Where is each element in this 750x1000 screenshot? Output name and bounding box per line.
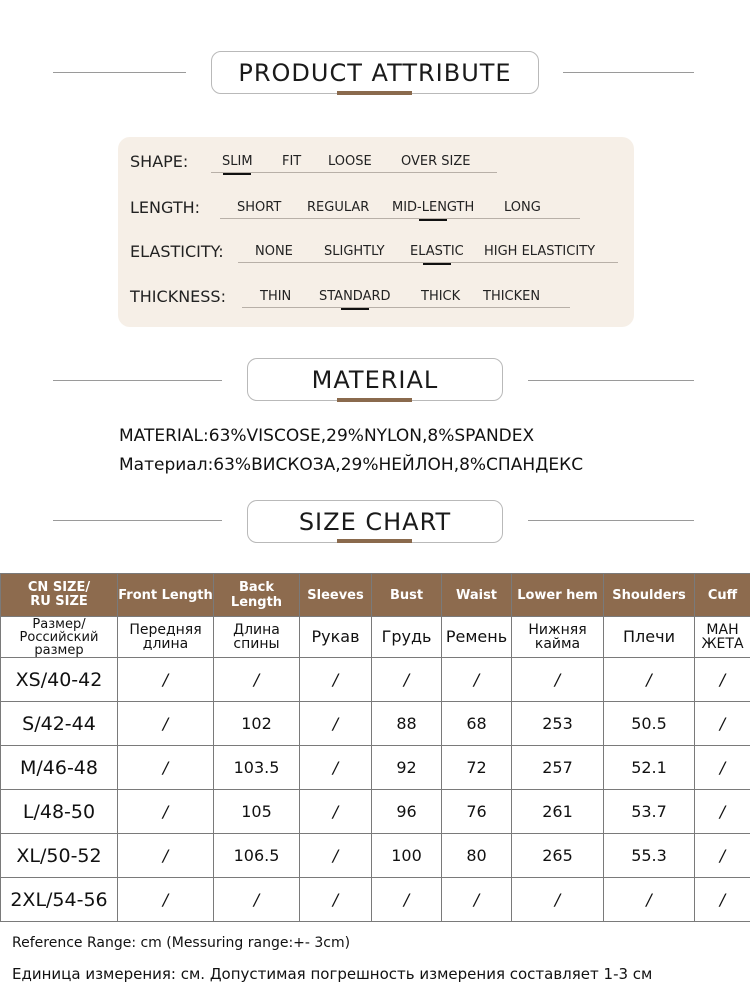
attr-label: THICKNESS: [130,287,226,306]
header-bust: Bust [372,574,442,617]
size-table-header-en [1,574,750,617]
measurement-cell: 103.5 [214,746,300,790]
attribute-header-line-left [53,72,186,73]
ru-header-back-length [214,617,300,658]
table-row [1,746,750,790]
measurement-cell: / [118,746,214,790]
ru-header-sleeves: Рукав [300,617,372,658]
header-lower-hem: Lower hem [512,574,604,617]
measurement-cell: / [118,834,214,878]
attribute-section-title-text: PRODUCT ATTRIBUTE [238,58,512,87]
size-header-line-right [528,520,694,521]
ru-header-line: спины [233,636,280,652]
attr-option: SLIGHTLY [324,244,385,259]
measurement-cell: / [300,746,372,790]
measurement-cell: / [300,658,372,702]
attr-option: HIGH ELASTICITY [484,244,596,259]
material-section-title-text: MATERIAL [311,365,439,394]
measurement-cell: / [604,658,695,702]
measurement-cell: / [695,878,750,922]
measurement-cell: 96 [372,790,442,834]
attr-option-selected: ELASTIC [410,244,464,259]
attr-option: NONE [255,244,293,259]
attr-option: OVER SIZE [401,154,471,169]
material-header-accent [337,398,412,402]
attr-option: THICKEN [483,289,541,304]
measurement-cell: / [604,878,695,922]
attr-underline [211,172,497,173]
header-waist: Waist [442,574,512,617]
measurement-cell: / [372,878,442,922]
measurement-cell: 53.7 [604,790,695,834]
measurement-cell: 55.3 [604,834,695,878]
header-cuff: Cuff [695,574,750,617]
measurement-cell: / [118,702,214,746]
measurement-cell: / [695,702,750,746]
size-label-cell: L/48-50 [1,790,118,834]
attr-option: THIN [260,289,292,304]
header-size-line: CN SIZE/ [27,580,91,595]
size-label-cell: S/42-44 [1,702,118,746]
measurement-cell: 106.5 [214,834,300,878]
attribute-section-title [211,51,539,94]
measurement-cell: / [214,658,300,702]
size-label-cell: XS/40-42 [1,658,118,702]
measurement-cell: / [372,658,442,702]
measurement-cell: 68 [442,702,512,746]
size-chart-section-title [247,500,503,543]
size-label-cell: 2XL/54-56 [1,878,118,922]
measurement-cell: / [695,790,750,834]
measurement-cell: / [300,702,372,746]
header-front-length: Front Length [118,574,214,617]
attr-option-selected: SLIM [222,154,253,169]
measurement-cell: / [442,658,512,702]
size-header-accent [337,539,412,543]
measurement-cell: 72 [442,746,512,790]
table-row [1,878,750,922]
header-shoulders: Shoulders [604,574,695,617]
measurement-cell: / [214,878,300,922]
measurement-cell: / [695,746,750,790]
measurement-cell: 88 [372,702,442,746]
table-row [1,790,750,834]
measurement-cell: / [300,790,372,834]
ru-header-line: Передняя [129,622,202,638]
ru-header-waist: Ремень [442,617,512,658]
ru-header-line: ЖЕТА [701,636,744,652]
measurement-cell: / [300,834,372,878]
header-size-line: RU SIZE [30,594,88,609]
size-chart-section-title-text: SIZE CHART [298,507,452,536]
attr-option: FIT [282,154,302,169]
attr-label: ELASTICITY: [130,242,224,261]
ru-header-line: МАН [706,622,739,638]
table-row [1,834,750,878]
attr-row-shape [118,152,634,176]
attr-row-thickness [118,287,634,311]
ru-header-line: размер [34,642,84,658]
measurement-cell: 105 [214,790,300,834]
table-row [1,702,750,746]
measurement-cell: / [695,658,750,702]
attr-option: REGULAR [307,200,370,215]
attr-underline [242,307,570,308]
size-table-header-ru [1,617,750,658]
attribute-header-line-right [563,72,694,73]
material-header-line-right [528,380,694,381]
ru-header-size [1,617,118,658]
size-table-body [1,658,750,922]
attr-option: LOOSE [328,154,372,169]
ru-header-line: длина [142,636,189,652]
measurement-cell: / [118,878,214,922]
ru-header-line: Размер/ [32,616,86,632]
ru-header-cuff [695,617,750,658]
attr-option-selected: MID-LENGTH [392,200,475,215]
attr-label: LENGTH: [130,198,201,217]
material-composition-ru: Материал:63%ВИСКОЗА,29%НЕЙЛОН,8%СПАНДЕКС [119,455,584,475]
measurement-cell: 265 [512,834,604,878]
attr-label: SHAPE: [130,152,189,171]
material-section-title [247,358,503,401]
measurement-cell: 257 [512,746,604,790]
measurement-cell: 92 [372,746,442,790]
ru-header-line: Нижняя [528,622,587,638]
measurement-cell: / [118,658,214,702]
measurement-cell: / [512,878,604,922]
measurement-cell: / [512,658,604,702]
measurement-cell: 102 [214,702,300,746]
header-cn-ru-size [1,574,118,617]
footer-reference-ru: Единица измерения: см. Допустимая погрешность измерения составляет 1-3 см [12,965,653,983]
measurement-cell: / [118,790,214,834]
footer-reference-en: Reference Range: cm (Messuring range:+- 3cm) [12,935,351,951]
ru-header-line: кайма [534,636,581,652]
measurement-cell: / [695,834,750,878]
size-header-line-left [53,520,222,521]
attr-underline [220,218,580,219]
measurement-cell: 76 [442,790,512,834]
table-row [1,658,750,702]
size-label-cell: M/46-48 [1,746,118,790]
attr-option-selected: STANDARD [319,289,391,304]
attr-option: SHORT [237,200,282,215]
ru-header-bust: Грудь [372,617,442,658]
ru-header-line: Длина [233,622,280,638]
measurement-cell: 253 [512,702,604,746]
measurement-cell: 52.1 [604,746,695,790]
material-composition-en: MATERIAL:63%VISCOSE,29%NYLON,8%SPANDEX [119,426,535,446]
attr-row-length [118,198,634,222]
ru-header-front-length [118,617,214,658]
measurement-cell: / [442,878,512,922]
ru-header-shoulders: Плечи [604,617,695,658]
size-table [0,573,750,922]
attr-row-elasticity [118,242,634,266]
measurement-cell: 50.5 [604,702,695,746]
attr-option: THICK [421,289,461,304]
material-header-line-left [53,380,222,381]
ru-header-line: Российский [19,629,99,645]
size-label-cell: XL/50-52 [1,834,118,878]
ru-header-lower-hem [512,617,604,658]
attr-underline [238,262,618,263]
measurement-cell: / [300,878,372,922]
attr-option: LONG [504,200,541,215]
header-back-length: Back Length [214,574,300,617]
attribute-header-accent [337,91,412,95]
attribute-panel [118,137,634,327]
measurement-cell: 261 [512,790,604,834]
measurement-cell: 80 [442,834,512,878]
measurement-cell: 100 [372,834,442,878]
header-sleeves: Sleeves [300,574,372,617]
